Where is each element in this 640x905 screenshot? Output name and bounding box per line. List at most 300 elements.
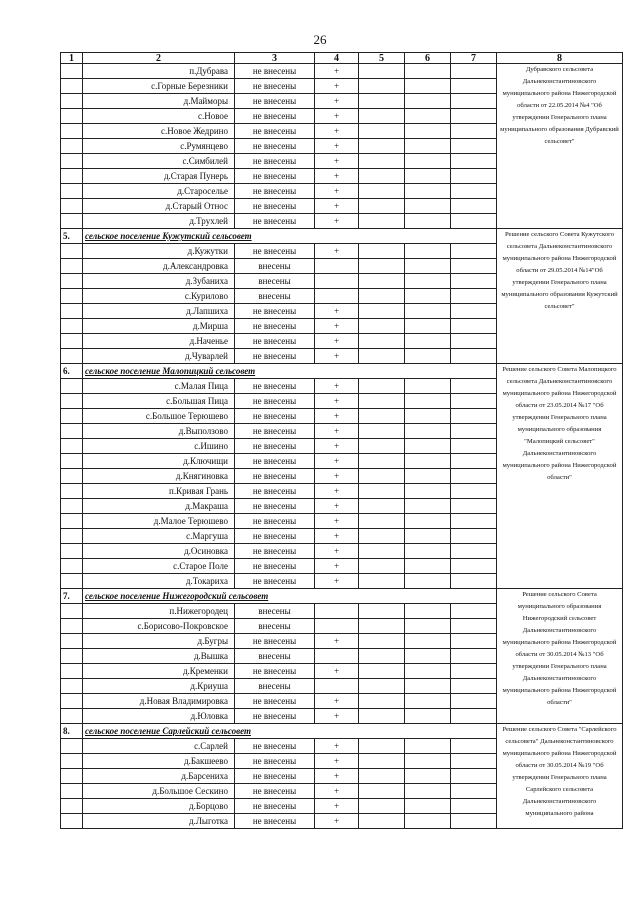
- settlement-name: д.Токариха: [83, 574, 235, 589]
- empty-cell: [451, 199, 497, 214]
- plus-mark: +: [315, 559, 359, 574]
- plus-mark: +: [315, 424, 359, 439]
- empty-cell: [405, 169, 451, 184]
- header-row: [61, 53, 623, 64]
- empty-cell: [451, 214, 497, 229]
- empty-cell: [359, 199, 405, 214]
- empty-cell: [359, 244, 405, 259]
- plus-mark: +: [315, 574, 359, 589]
- empty-cell: [405, 649, 451, 664]
- changes-status: не внесены: [235, 334, 315, 349]
- empty-cell: [359, 799, 405, 814]
- empty-cell: [451, 709, 497, 724]
- empty-cell: [359, 529, 405, 544]
- empty-cell: [405, 424, 451, 439]
- plus-mark: +: [315, 379, 359, 394]
- settlement-name: д.Вышка: [83, 649, 235, 664]
- plus-mark: +: [315, 139, 359, 154]
- settlements-table: [60, 52, 623, 829]
- empty-cell: [359, 394, 405, 409]
- row-number: [61, 454, 83, 469]
- approval-decision-note: Решение сельского Совета "Сарлейского сельсовета" Дальнеконстантиновского муниципального района Нижегородской области от 30.05.2014 №19 "Об утверждении Генерального плана Сарлейского сельсовета Дальнеконстантиновского муниципального района: [497, 724, 623, 829]
- empty-cell: [359, 574, 405, 589]
- empty-cell: [451, 484, 497, 499]
- section-number: 6.: [61, 364, 83, 379]
- empty-cell: [359, 289, 405, 304]
- row-number: [61, 109, 83, 124]
- changes-status: не внесены: [235, 139, 315, 154]
- settlement-name: д.Барсениха: [83, 769, 235, 784]
- settlement-name: с.Сарлей: [83, 739, 235, 754]
- plus-mark: +: [315, 514, 359, 529]
- changes-status: не внесены: [235, 79, 315, 94]
- settlement-name: д.Борцово: [83, 799, 235, 814]
- empty-cell: [359, 94, 405, 109]
- plus-mark: +: [315, 334, 359, 349]
- empty-cell: [405, 64, 451, 79]
- empty-cell: [451, 664, 497, 679]
- changes-status: не внесены: [235, 424, 315, 439]
- plus-mark: +: [315, 769, 359, 784]
- settlement-name: с.Старое Поле: [83, 559, 235, 574]
- plus-mark: +: [315, 319, 359, 334]
- col-header: 1: [61, 53, 83, 64]
- plus-mark: +: [315, 94, 359, 109]
- empty-cell: [405, 574, 451, 589]
- row-number: [61, 544, 83, 559]
- empty-cell: [405, 214, 451, 229]
- empty-cell: [451, 634, 497, 649]
- plus-mark: +: [315, 154, 359, 169]
- row-number: [61, 484, 83, 499]
- empty-cell: [451, 544, 497, 559]
- empty-cell: [405, 784, 451, 799]
- empty-cell: [359, 739, 405, 754]
- plus-mark: +: [315, 454, 359, 469]
- empty-cell: [359, 769, 405, 784]
- empty-cell: [359, 499, 405, 514]
- plus-mark: +: [315, 754, 359, 769]
- row-number: [61, 94, 83, 109]
- empty-cell: [451, 154, 497, 169]
- row-number: [61, 139, 83, 154]
- empty-cell: [451, 169, 497, 184]
- row-number: [61, 574, 83, 589]
- row-number: [61, 439, 83, 454]
- col-header: 6: [405, 53, 451, 64]
- settlement-name: д.Старая Пунерь: [83, 169, 235, 184]
- empty-cell: [405, 199, 451, 214]
- empty-cell: [359, 709, 405, 724]
- section-title: сельское поселение Сарлейский сельсовет: [83, 724, 497, 739]
- changes-status: внесены: [235, 259, 315, 274]
- settlement-name: п.Дубрава: [83, 64, 235, 79]
- plus-mark: +: [315, 439, 359, 454]
- empty-cell: [359, 259, 405, 274]
- changes-status: не внесены: [235, 439, 315, 454]
- row-number: [61, 379, 83, 394]
- empty-cell: [359, 214, 405, 229]
- settlement-name: с.Горные Березники: [83, 79, 235, 94]
- row-number: [61, 784, 83, 799]
- settlement-name: с.Большое Терюшево: [83, 409, 235, 424]
- empty-cell: [451, 289, 497, 304]
- row-number: [61, 424, 83, 439]
- empty-cell: [405, 664, 451, 679]
- empty-cell: [405, 814, 451, 829]
- settlement-name: п.Нижегородец: [83, 604, 235, 619]
- settlement-name: с.Курилово: [83, 289, 235, 304]
- plus-mark: +: [315, 79, 359, 94]
- settlement-name: с.Симбилей: [83, 154, 235, 169]
- empty-cell: [405, 409, 451, 424]
- section-number: 7.: [61, 589, 83, 604]
- empty-cell: [405, 79, 451, 94]
- empty-cell: [451, 334, 497, 349]
- settlement-name: д.Старый Относ: [83, 199, 235, 214]
- empty-cell: [405, 679, 451, 694]
- empty-cell: [405, 469, 451, 484]
- plus-mark: +: [315, 169, 359, 184]
- changes-status: не внесены: [235, 244, 315, 259]
- plus-mark: +: [315, 349, 359, 364]
- row-number: [61, 334, 83, 349]
- empty-cell: [451, 439, 497, 454]
- plus-mark: [315, 679, 359, 694]
- empty-cell: [451, 799, 497, 814]
- row-number: [61, 349, 83, 364]
- empty-cell: [451, 619, 497, 634]
- empty-cell: [451, 64, 497, 79]
- empty-cell: [451, 694, 497, 709]
- empty-cell: [359, 109, 405, 124]
- empty-cell: [359, 319, 405, 334]
- settlement-name: д.Зубаниха: [83, 274, 235, 289]
- empty-cell: [359, 784, 405, 799]
- plus-mark: +: [315, 109, 359, 124]
- settlement-name: д.Трухлей: [83, 214, 235, 229]
- empty-cell: [359, 484, 405, 499]
- empty-cell: [405, 694, 451, 709]
- empty-cell: [451, 109, 497, 124]
- row-number: [61, 769, 83, 784]
- empty-cell: [405, 709, 451, 724]
- empty-cell: [405, 154, 451, 169]
- settlement-name: д.Бакшеево: [83, 754, 235, 769]
- empty-cell: [451, 124, 497, 139]
- plus-mark: +: [315, 544, 359, 559]
- empty-cell: [451, 304, 497, 319]
- empty-cell: [451, 454, 497, 469]
- changes-status: не внесены: [235, 454, 315, 469]
- row-number: [61, 394, 83, 409]
- settlement-name: с.Ишино: [83, 439, 235, 454]
- plus-mark: [315, 649, 359, 664]
- row-number: [61, 409, 83, 424]
- settlement-name: с.Новое Жедрино: [83, 124, 235, 139]
- settlement-name: д.Новая Владимировка: [83, 694, 235, 709]
- plus-mark: +: [315, 124, 359, 139]
- empty-cell: [451, 529, 497, 544]
- empty-cell: [405, 109, 451, 124]
- settlement-name: д.Наченье: [83, 334, 235, 349]
- empty-cell: [359, 694, 405, 709]
- empty-cell: [451, 679, 497, 694]
- row-number: [61, 694, 83, 709]
- plus-mark: +: [315, 394, 359, 409]
- empty-cell: [405, 529, 451, 544]
- changes-status: внесены: [235, 649, 315, 664]
- plus-mark: [315, 619, 359, 634]
- empty-cell: [359, 634, 405, 649]
- changes-status: не внесены: [235, 499, 315, 514]
- empty-cell: [359, 754, 405, 769]
- changes-status: не внесены: [235, 319, 315, 334]
- settlement-name: д.Большое Сескино: [83, 784, 235, 799]
- empty-cell: [405, 259, 451, 274]
- approval-decision-note: Решение сельского Совета Малопицкого сельсовета Дальнеконстантиновского муниципального района Нижегородской области от 23.05.2014 №17 "Об утверждении Генерального плана муниципального образования "Малопицкий сельсовет" Дальнеконстантиновского муниципального района Нижегородской области": [497, 364, 623, 589]
- empty-cell: [405, 334, 451, 349]
- section-header-row: [61, 229, 623, 244]
- settlement-name: д.Кужутки: [83, 244, 235, 259]
- section-number: 8.: [61, 724, 83, 739]
- col-header: 3: [235, 53, 315, 64]
- empty-cell: [359, 64, 405, 79]
- changes-status: не внесены: [235, 769, 315, 784]
- changes-status: не внесены: [235, 709, 315, 724]
- empty-cell: [405, 739, 451, 754]
- changes-status: не внесены: [235, 349, 315, 364]
- empty-cell: [405, 244, 451, 259]
- col-header: 2: [83, 53, 235, 64]
- col-header: 7: [451, 53, 497, 64]
- empty-cell: [451, 574, 497, 589]
- plus-mark: [315, 274, 359, 289]
- changes-status: не внесены: [235, 409, 315, 424]
- row-number: [61, 514, 83, 529]
- changes-status: не внесены: [235, 784, 315, 799]
- row-number: [61, 244, 83, 259]
- empty-cell: [451, 274, 497, 289]
- plus-mark: +: [315, 484, 359, 499]
- row-number: [61, 619, 83, 634]
- changes-status: не внесены: [235, 634, 315, 649]
- plus-mark: +: [315, 499, 359, 514]
- settlement-name: д.Майморы: [83, 94, 235, 109]
- empty-cell: [359, 619, 405, 634]
- row-number: [61, 739, 83, 754]
- changes-status: не внесены: [235, 169, 315, 184]
- settlement-name: д.Макраша: [83, 499, 235, 514]
- changes-status: не внесены: [235, 529, 315, 544]
- empty-cell: [405, 289, 451, 304]
- changes-status: не внесены: [235, 514, 315, 529]
- row-number: [61, 559, 83, 574]
- empty-cell: [405, 139, 451, 154]
- empty-cell: [359, 679, 405, 694]
- empty-cell: [359, 424, 405, 439]
- changes-status: внесены: [235, 604, 315, 619]
- row-number: [61, 214, 83, 229]
- empty-cell: [359, 559, 405, 574]
- row-number: [61, 304, 83, 319]
- row-number: [61, 799, 83, 814]
- approval-decision-note: Решение сельского Совета Кужутского сельсовета Дальнеконстантиновского муниципального района Нижегородской области от 29.05.2014 №14"Об утверждении Генерального плана муниципального образования Кужутский сельсовет": [497, 229, 623, 364]
- row-number: [61, 64, 83, 79]
- changes-status: не внесены: [235, 214, 315, 229]
- empty-cell: [359, 139, 405, 154]
- settlement-name: д.Княгиновка: [83, 469, 235, 484]
- empty-cell: [405, 499, 451, 514]
- row-number: [61, 499, 83, 514]
- plus-mark: +: [315, 694, 359, 709]
- changes-status: не внесены: [235, 799, 315, 814]
- empty-cell: [405, 94, 451, 109]
- empty-cell: [359, 409, 405, 424]
- col-header: 5: [359, 53, 405, 64]
- empty-cell: [359, 814, 405, 829]
- empty-cell: [405, 754, 451, 769]
- empty-cell: [451, 139, 497, 154]
- settlement-name: д.Ключищи: [83, 454, 235, 469]
- section-title: сельское поселение Малопицкий сельсовет: [83, 364, 497, 379]
- empty-cell: [451, 319, 497, 334]
- plus-mark: +: [315, 244, 359, 259]
- plus-mark: +: [315, 304, 359, 319]
- empty-cell: [359, 184, 405, 199]
- settlement-name: д.Чуварлей: [83, 349, 235, 364]
- col-header: 8: [497, 53, 623, 64]
- section-title: сельское поселение Кужутский сельсовет: [83, 229, 497, 244]
- settlement-name: д.Староселье: [83, 184, 235, 199]
- changes-status: внесены: [235, 679, 315, 694]
- changes-status: внесены: [235, 274, 315, 289]
- changes-status: внесены: [235, 289, 315, 304]
- empty-cell: [451, 394, 497, 409]
- empty-cell: [405, 634, 451, 649]
- settlement-name: д.Кременки: [83, 664, 235, 679]
- plus-mark: +: [315, 784, 359, 799]
- changes-status: не внесены: [235, 94, 315, 109]
- row-number: [61, 289, 83, 304]
- changes-status: не внесены: [235, 184, 315, 199]
- empty-cell: [405, 124, 451, 139]
- empty-cell: [451, 379, 497, 394]
- changes-status: не внесены: [235, 739, 315, 754]
- empty-cell: [359, 304, 405, 319]
- row-number: [61, 469, 83, 484]
- page-number: 26: [313, 32, 327, 47]
- settlement-name: д.Лыготка: [83, 814, 235, 829]
- changes-status: внесены: [235, 619, 315, 634]
- changes-status: не внесены: [235, 559, 315, 574]
- empty-cell: [451, 754, 497, 769]
- settlement-name: д.Осиновка: [83, 544, 235, 559]
- empty-cell: [405, 184, 451, 199]
- row-number: [61, 184, 83, 199]
- section-title: сельское поселение Нижегородский сельсовет: [83, 589, 497, 604]
- empty-cell: [405, 379, 451, 394]
- plus-mark: +: [315, 814, 359, 829]
- plus-mark: +: [315, 664, 359, 679]
- plus-mark: +: [315, 184, 359, 199]
- row-number: [61, 154, 83, 169]
- empty-cell: [359, 379, 405, 394]
- empty-cell: [405, 394, 451, 409]
- section-header-row: [61, 364, 623, 379]
- empty-cell: [451, 79, 497, 94]
- settlement-name: п.Кривая Грань: [83, 484, 235, 499]
- empty-cell: [359, 349, 405, 364]
- empty-cell: [405, 799, 451, 814]
- settlement-name: д.Малое Терюшево: [83, 514, 235, 529]
- empty-cell: [359, 649, 405, 664]
- changes-status: не внесены: [235, 664, 315, 679]
- plus-mark: +: [315, 64, 359, 79]
- plus-mark: +: [315, 799, 359, 814]
- settlement-name: с.Маргуша: [83, 529, 235, 544]
- empty-cell: [359, 334, 405, 349]
- empty-cell: [451, 604, 497, 619]
- row-number: [61, 679, 83, 694]
- settlement-name: д.Бугры: [83, 634, 235, 649]
- empty-cell: [359, 604, 405, 619]
- table-row: [61, 64, 623, 79]
- settlement-name: с.Малая Пица: [83, 379, 235, 394]
- plus-mark: [315, 289, 359, 304]
- empty-cell: [359, 274, 405, 289]
- plus-mark: +: [315, 199, 359, 214]
- row-number: [61, 649, 83, 664]
- plus-mark: +: [315, 214, 359, 229]
- empty-cell: [451, 739, 497, 754]
- plus-mark: +: [315, 709, 359, 724]
- empty-cell: [359, 664, 405, 679]
- section-header-row: [61, 589, 623, 604]
- empty-cell: [451, 259, 497, 274]
- row-number: [61, 754, 83, 769]
- empty-cell: [359, 154, 405, 169]
- row-number: [61, 664, 83, 679]
- empty-cell: [451, 184, 497, 199]
- changes-status: не внесены: [235, 469, 315, 484]
- empty-cell: [359, 439, 405, 454]
- changes-status: не внесены: [235, 199, 315, 214]
- row-number: [61, 814, 83, 829]
- plus-mark: +: [315, 739, 359, 754]
- changes-status: не внесены: [235, 694, 315, 709]
- empty-cell: [359, 124, 405, 139]
- empty-cell: [405, 274, 451, 289]
- empty-cell: [359, 169, 405, 184]
- empty-cell: [405, 619, 451, 634]
- empty-cell: [405, 454, 451, 469]
- changes-status: не внесены: [235, 394, 315, 409]
- col-header: 4: [315, 53, 359, 64]
- empty-cell: [451, 409, 497, 424]
- empty-cell: [451, 349, 497, 364]
- changes-status: не внесены: [235, 64, 315, 79]
- changes-status: не внесены: [235, 814, 315, 829]
- row-number: [61, 169, 83, 184]
- plus-mark: [315, 259, 359, 274]
- row-number: [61, 259, 83, 274]
- settlement-name: д.Выползово: [83, 424, 235, 439]
- section-header-row: [61, 724, 623, 739]
- settlement-name: д.Лапшиха: [83, 304, 235, 319]
- settlement-name: с.Румянцево: [83, 139, 235, 154]
- empty-cell: [451, 649, 497, 664]
